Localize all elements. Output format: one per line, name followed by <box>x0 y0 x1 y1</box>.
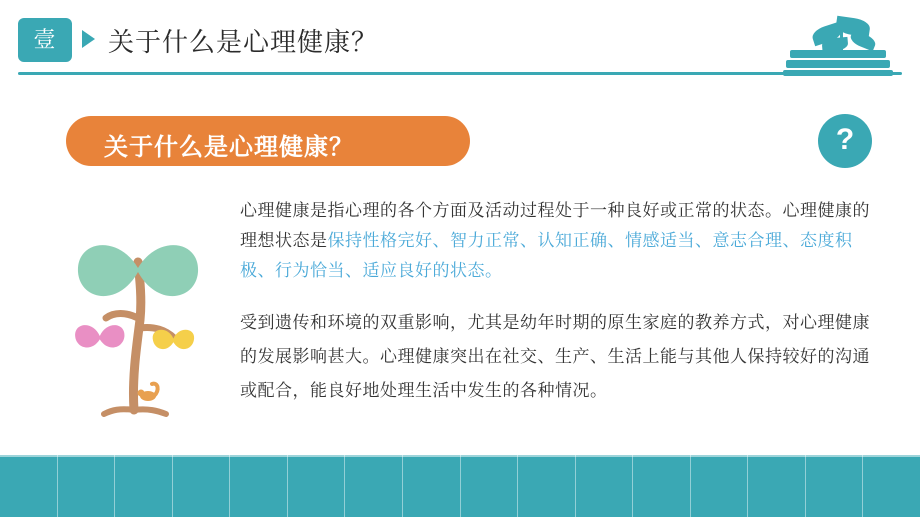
header-divider <box>18 72 902 75</box>
footer-cell <box>345 455 403 517</box>
books-with-leaves-icon <box>778 8 898 70</box>
footer-cell <box>115 455 173 517</box>
slide-header <box>0 0 920 78</box>
footer-cell <box>518 455 576 517</box>
footer-cell <box>691 455 749 517</box>
question-mark-glyph: ? <box>835 123 855 156</box>
body-text-block <box>240 196 880 424</box>
footer-cell <box>576 455 634 517</box>
footer-cell <box>748 455 806 517</box>
footer-cell <box>173 455 231 517</box>
question-mark-circle-icon <box>818 114 872 168</box>
footer-cell <box>633 455 691 517</box>
footer-cell <box>58 455 116 517</box>
footer-cell <box>403 455 461 517</box>
footer-cell <box>806 455 864 517</box>
section-title-pill <box>66 116 470 166</box>
section-title-text: 关于什么是心理健康？ <box>104 134 354 161</box>
leaf-icon <box>849 30 878 52</box>
footer-cell <box>0 455 58 517</box>
book-bar <box>786 60 890 68</box>
footer-cell <box>461 455 519 517</box>
heart-tree-illustration <box>48 200 228 420</box>
footer-grid <box>0 455 920 517</box>
footer-cell <box>230 455 288 517</box>
page-title: 关于什么是心理健康？ <box>108 27 379 57</box>
paragraph-one-highlight: 保持性格完好、智力正常、认知正确、情感适当、意志合理、态度积极、行为恰当、适应良好的状态。 <box>240 231 853 280</box>
footer-band <box>0 455 920 517</box>
paragraph-two: 受到遗传和环境的双重影响，尤其是幼年时期的原生家庭的教养方式，对心理健康的发展影响甚大。心理健康突出在社交、生产、生活上能与其他人保持较好的沟通或配合，能良好地处理生活中发生的各种情况。 <box>240 313 870 400</box>
paragraph-one <box>240 196 880 286</box>
chapter-number-badge: 壹 <box>18 18 72 62</box>
footer-cell <box>863 455 920 517</box>
paragraph-one-plain: 心理健康是指心理的各个方面及活动过程处于一种良好或正常的状态。心理健康的理想状态是 <box>240 201 870 250</box>
triangle-right-icon <box>82 30 95 48</box>
footer-cell <box>288 455 346 517</box>
book-bar <box>790 50 886 58</box>
